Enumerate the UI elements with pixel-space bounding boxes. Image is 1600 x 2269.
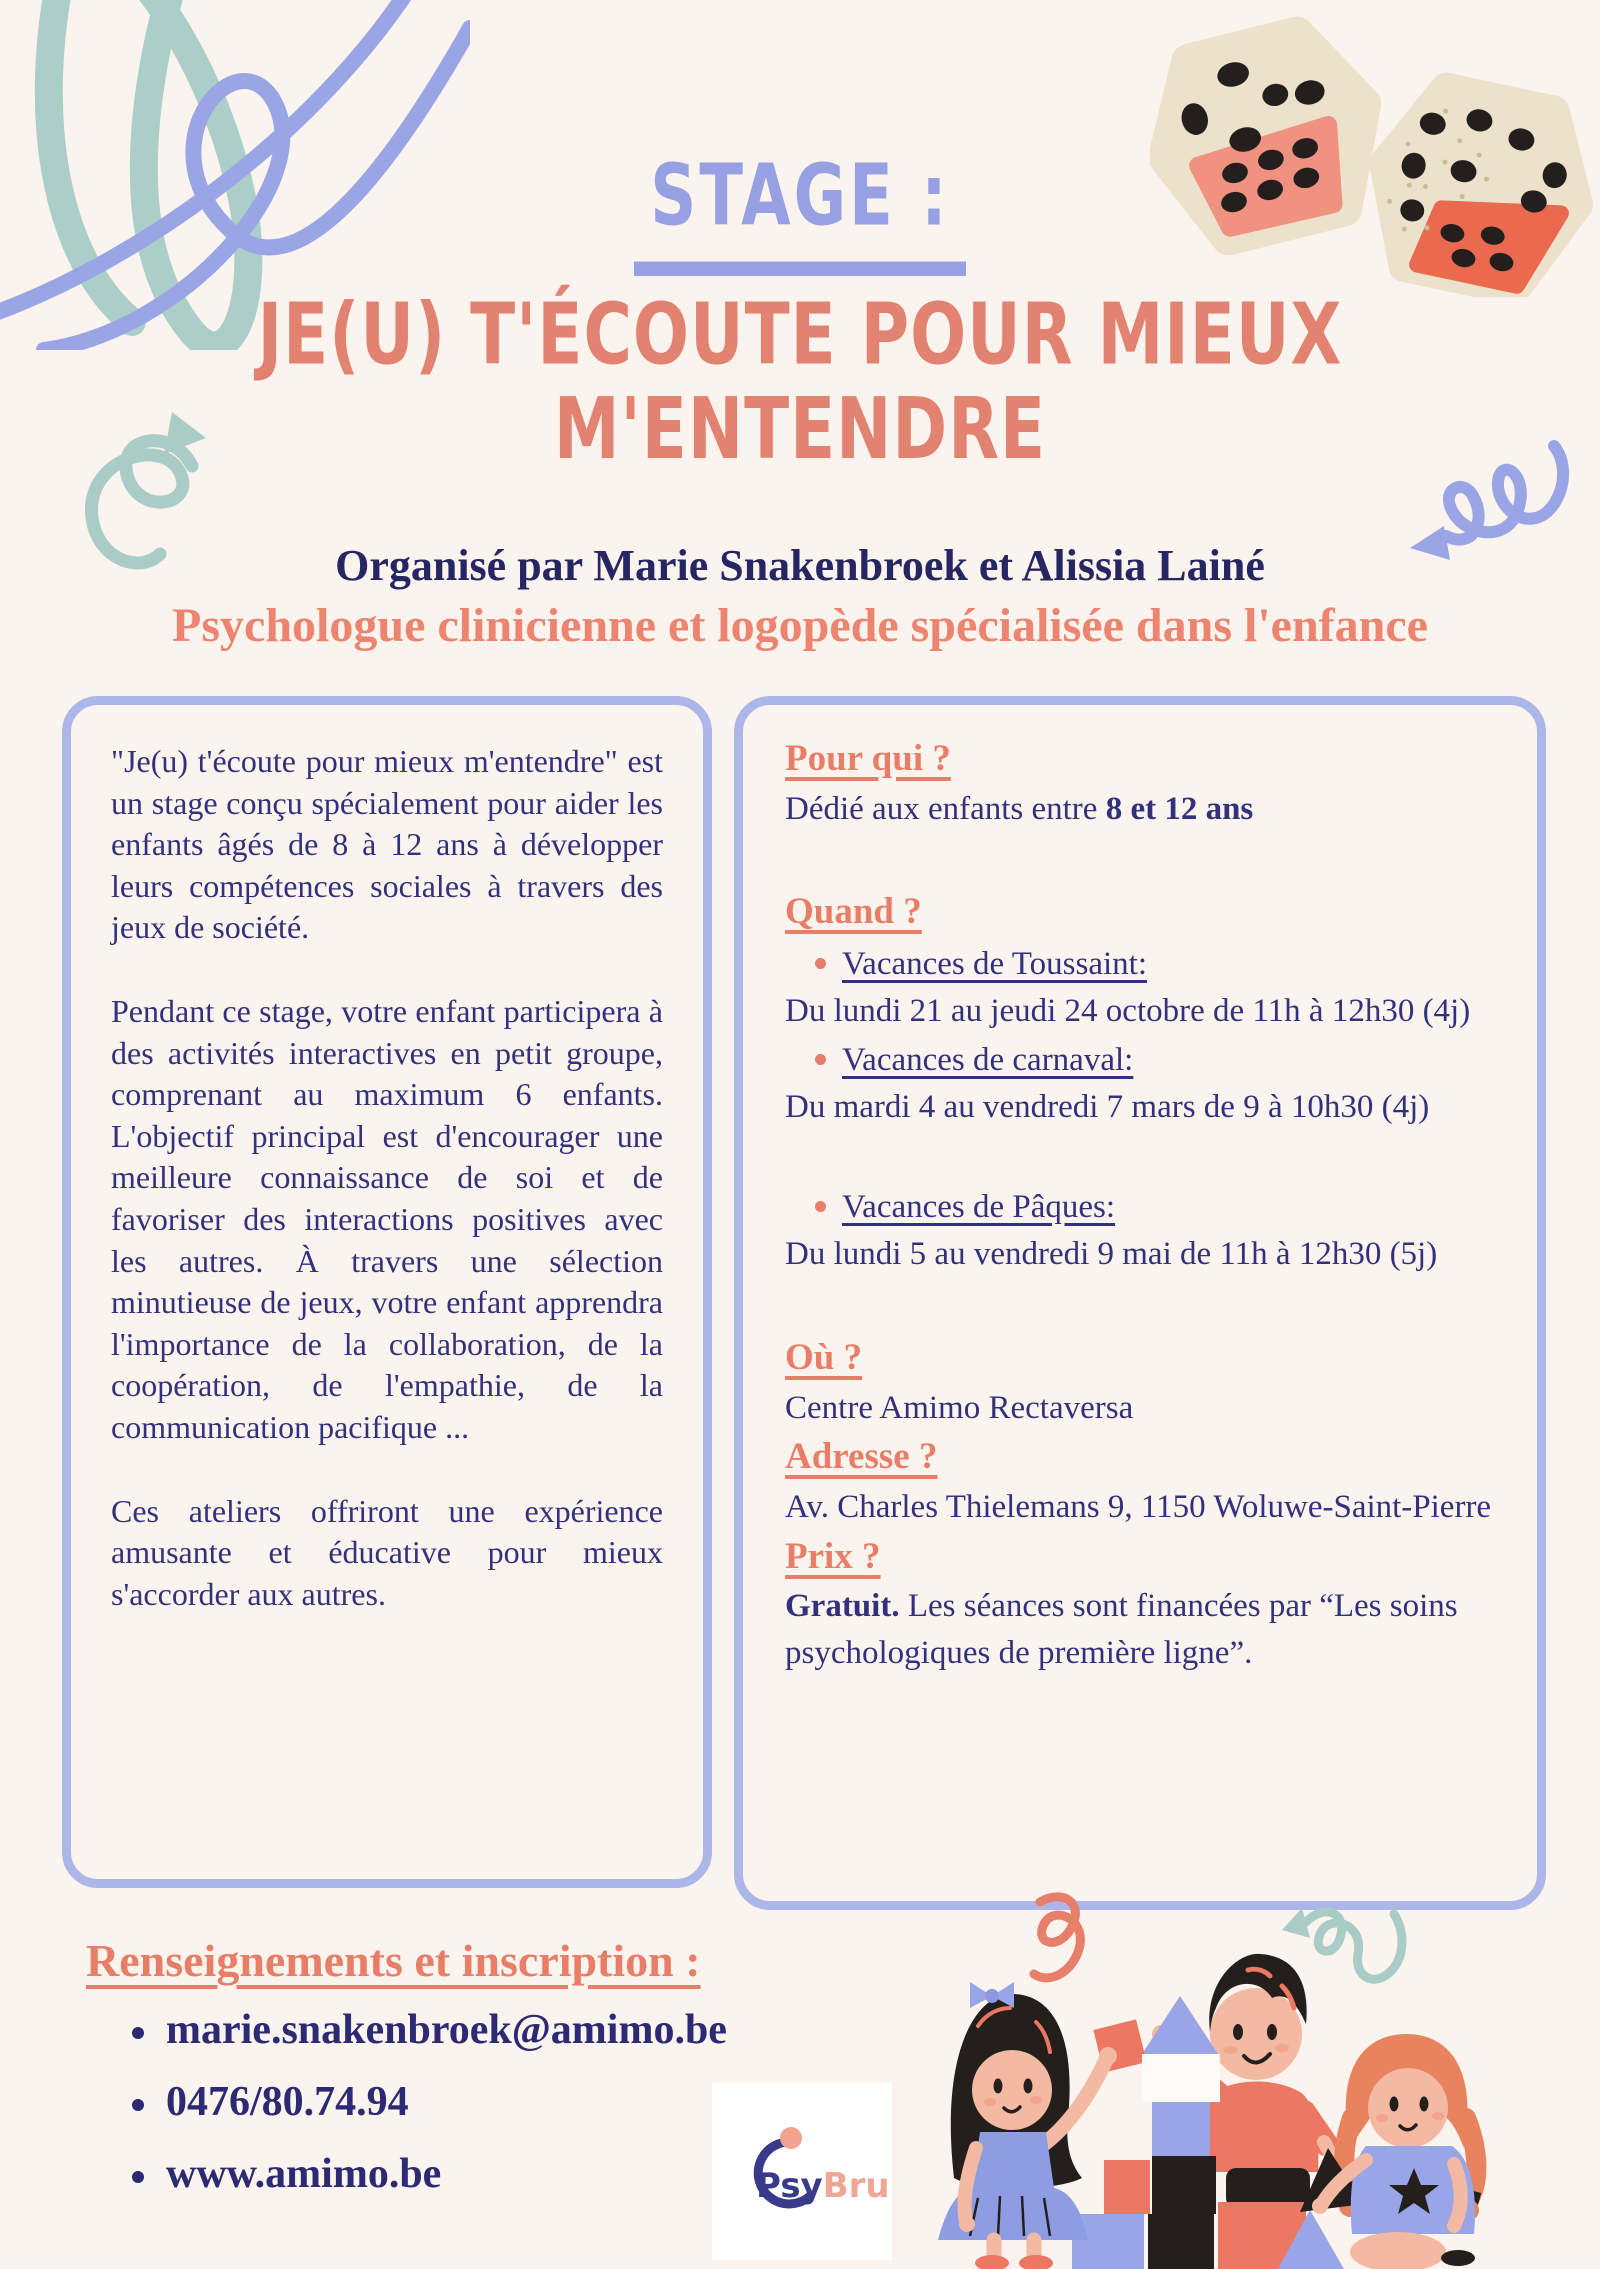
subtitle-line: Psychologue clinicienne et logopède spécialisée dans l'enfance xyxy=(172,599,1428,652)
vacation-detail: Du lundi 21 au jeudi 24 octobre de 11h à 12h30 (4j) xyxy=(785,992,1471,1029)
contact-list xyxy=(132,2006,727,2222)
heading-prix: Prix ? xyxy=(785,1535,881,1577)
contact-item-website xyxy=(132,2150,727,2198)
info-box xyxy=(734,696,1546,1910)
heading-quand: Quand ? xyxy=(785,891,922,933)
contact-item-phone xyxy=(132,2078,727,2126)
kicker-wrap xyxy=(0,148,1600,245)
bullet-icon xyxy=(132,2171,144,2183)
squiggle-arrow-right-icon xyxy=(1404,428,1584,578)
vacation-detail: Du lundi 5 au vendredi 9 mai de 11h à 12h30 (5j) xyxy=(785,1236,1438,1273)
kicker: STAGE : xyxy=(634,148,965,276)
vacation-item-carnaval xyxy=(785,1037,1495,1084)
about-paragraph-3: Ces ateliers offriront une expérience amusante et éducative pour mieux s'accorder aux autres. xyxy=(111,1492,663,1612)
kids-illustration-icon xyxy=(858,1886,1600,2269)
contact-heading: Renseignements et inscription : xyxy=(86,1935,701,1986)
bullet-icon xyxy=(132,2099,144,2111)
about-box xyxy=(62,696,712,1888)
contact-phone: 0476/80.74.94 xyxy=(166,2079,409,2125)
adresse-body: Av. Charles Thielemans 9, 1150 Woluwe-Saint-Pierre xyxy=(785,1489,1492,1525)
vacation-detail: Du mardi 4 au vendredi 7 mars de 9 à 10h30 (4j) xyxy=(785,1088,1430,1125)
prix-text: Les séances sont financées par “Les soins psychologiques de première ligne”. xyxy=(785,1588,1458,1672)
pour-qui-text: Dédié aux enfants entre xyxy=(785,790,1106,827)
bullet-icon xyxy=(815,958,826,969)
heading-pour-qui: Pour qui ? xyxy=(785,738,951,779)
girl-right-figure xyxy=(1300,2034,1481,2269)
ou-body: Centre Amimo Rectaversa xyxy=(785,1389,1134,1426)
spiral-arrow-left-icon xyxy=(44,402,214,592)
bullet-icon xyxy=(132,2027,144,2039)
vacation-name: Vacances de carnaval: xyxy=(842,1041,1134,1078)
heading-adresse: Adresse ? xyxy=(785,1436,938,1478)
contact-website: www.amimo.be xyxy=(166,2151,442,2197)
logo-bru: Bru xyxy=(822,2166,890,2206)
vacation-name: Vacances de Pâques: xyxy=(842,1189,1116,1226)
vacation-item-paques xyxy=(785,1184,1495,1231)
page-title: JE(U) T'ÉCOUTE POUR MIEUX M'ENTENDRE xyxy=(257,285,1343,479)
prix-gratuit: Gratuit. xyxy=(785,1588,900,1625)
heading-ou: Où ? xyxy=(785,1337,863,1379)
organizers-line: Organisé par Marie Snakenbroek et Alissia Lainé xyxy=(335,541,1265,590)
about-paragraph-1: "Je(u) t'écoute pour mieux m'entendre" est un stage conçu spécialement pour aider les enfants âgés de 8 à 12 ans à développer leurs compétences sociales à travers des jeux de société. xyxy=(111,743,663,946)
vacation-item-toussaint xyxy=(785,941,1495,988)
contact-email: marie.snakenbroek@amimo.be xyxy=(166,2007,727,2053)
vacation-name: Vacances de Toussaint: xyxy=(842,945,1147,982)
bullet-icon xyxy=(815,1201,826,1212)
logo-psy: Psy xyxy=(756,2166,823,2206)
pour-qui-line xyxy=(785,786,1495,833)
contact-item-email xyxy=(132,2006,727,2054)
pour-qui-ages: 8 et 12 ans xyxy=(1105,790,1254,827)
about-paragraph-2: Pendant ce stage, votre enfant participera à des activités interactives en petit groupe, comprenant au maximum 6 enfants. L'objectif principal est d'encourager une meilleure connaissance de soi et de favoriser des interactions positives avec les autres. À travers une sélection minutieuse de jeux, votre enfant apprendra l'importance de la collaboration, de la coopération, de l'empathie, de la communication pacifique ... xyxy=(111,992,663,1445)
bullet-icon xyxy=(815,1054,826,1065)
prix-body xyxy=(785,1583,1495,1677)
